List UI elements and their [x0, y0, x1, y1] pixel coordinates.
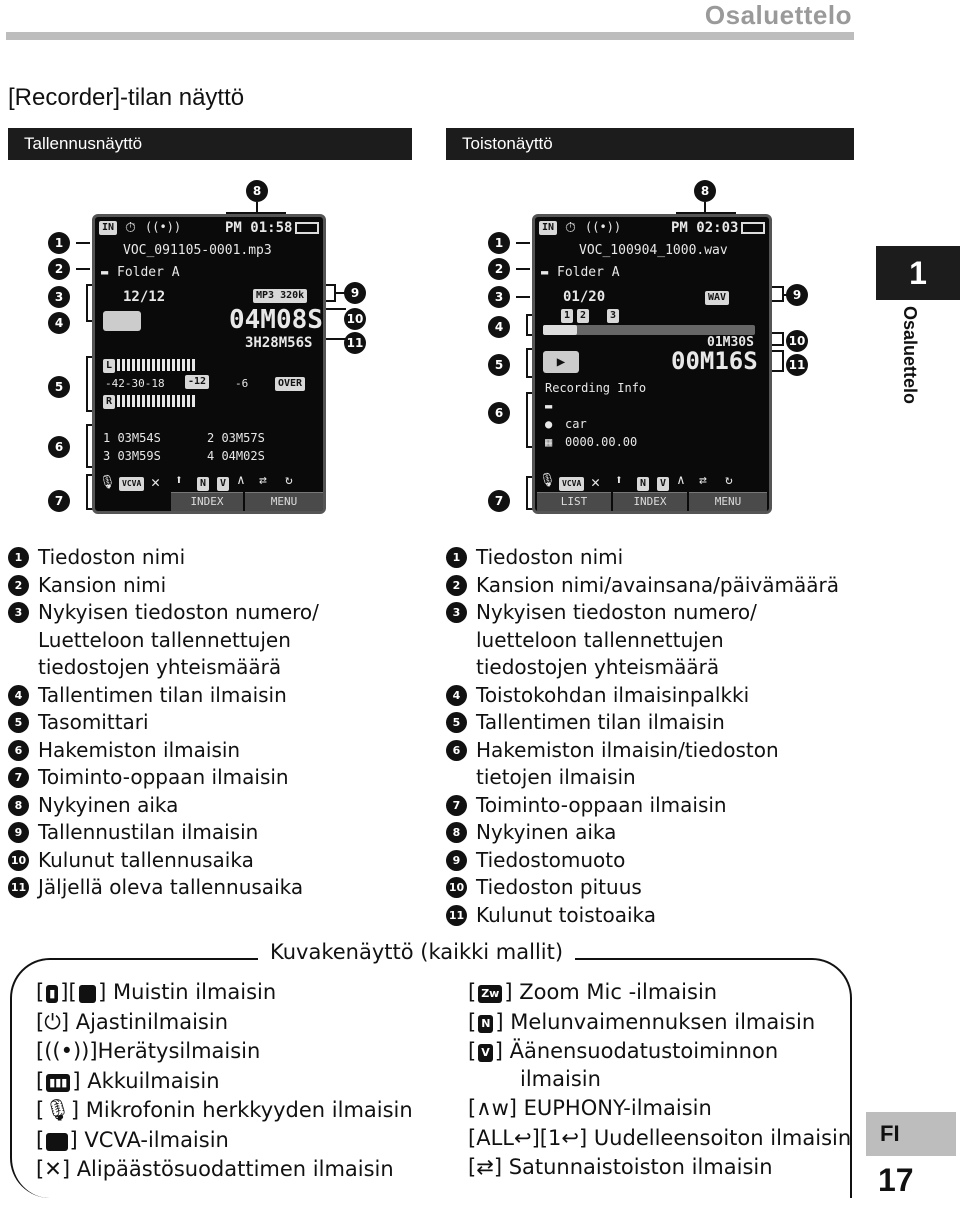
legend-number: 8	[8, 795, 29, 816]
legend-text: Tasomittari	[38, 710, 149, 734]
record-format: MP3 320k	[253, 289, 307, 303]
keyword-value: car	[565, 417, 587, 431]
icon-legend-alarm: [((•))]Herätysilmaisin	[36, 1039, 261, 1063]
meter-segment	[157, 395, 160, 407]
legend-item	[446, 709, 866, 737]
icon-legend-text: Ajastinilmaisin	[75, 1010, 229, 1034]
icon-legend-text: VCVA-ilmaisin	[84, 1128, 229, 1152]
softkey-menu[interactable]: MENU	[245, 492, 323, 511]
legend-number: 7	[446, 795, 467, 816]
icon-legend-text: Melunvaimennuksen ilmaisin	[510, 1010, 816, 1034]
noise-cancel-icon: N	[637, 477, 649, 491]
legend-item	[8, 819, 428, 847]
leader	[326, 338, 346, 340]
meter-segment	[157, 359, 160, 371]
callout-3: 3	[488, 286, 510, 308]
legend-item	[446, 874, 866, 902]
callout-5: 5	[48, 376, 70, 398]
callout-1: 1	[488, 232, 510, 254]
icon-legend-zoom: [ Zw ] Zoom Mic -ilmaisin	[468, 980, 718, 1004]
legend-text-continued: Luetteloon tallennettujen	[38, 627, 291, 652]
meter-segment	[182, 359, 185, 371]
legend-text: Tiedoston pituus	[476, 875, 642, 899]
legend-number: 6	[446, 740, 467, 761]
callout-7: 7	[48, 490, 70, 512]
repeat-one-icon: 1↩	[547, 1126, 579, 1150]
meter-segment	[167, 395, 170, 407]
meter-segment	[177, 395, 180, 407]
callout-5: 5	[488, 354, 510, 376]
zoom-mic-icon: Zw	[478, 985, 502, 1003]
mic-input-icon: IN	[539, 221, 557, 235]
icon-legend-noise: [ N ] Melunvaimennuksen ilmaisin	[468, 1010, 816, 1034]
icon-legend-random: [⇄] Satunnaistoiston ilmaisin	[468, 1155, 773, 1179]
meter-segment	[137, 395, 140, 407]
legend-item	[446, 544, 866, 572]
callout-2: 2	[488, 258, 510, 280]
meter-segment	[182, 395, 185, 407]
zoom-mic-icon: ⬆	[175, 473, 183, 488]
legend-number: 2	[446, 575, 467, 596]
low-cut-filter-icon: ✕	[591, 473, 601, 491]
callout-9: 9	[786, 284, 808, 306]
meter-minus6: -6	[235, 377, 249, 390]
callout-8-playback: 8	[694, 180, 716, 202]
callout-10: 10	[344, 308, 366, 330]
callout-11: 11	[786, 354, 808, 376]
repeat-icon: ↻	[285, 473, 293, 488]
current-time: PM 02:03	[671, 220, 739, 236]
folder-icon: ▬	[545, 399, 553, 413]
random-play-icon: ⇄	[699, 473, 707, 488]
recording-legend	[8, 544, 428, 902]
legend-number: 11	[8, 877, 29, 898]
date-icon: ▦	[545, 435, 553, 449]
legend-text: Nykyisen tiedoston numero/	[38, 600, 319, 624]
voice-filter-icon: V	[478, 1044, 493, 1062]
legend-number: 11	[446, 905, 467, 926]
meter-right-label: R	[103, 395, 115, 409]
callout-6: 6	[48, 436, 70, 458]
leader	[516, 268, 530, 270]
vcva-icon: VCVA	[119, 477, 144, 491]
softkey-index[interactable]: INDEX	[613, 492, 687, 511]
legend-item	[8, 572, 428, 600]
elapsed-play-time: 00M16S	[671, 347, 758, 375]
recording-screen-bar: Tallennusnäyttö	[8, 128, 412, 160]
callout-10: 10	[786, 330, 808, 352]
playback-legend	[446, 544, 866, 929]
legend-item	[446, 572, 866, 600]
meter-segment	[192, 359, 195, 371]
meter-segment	[177, 359, 180, 371]
legend-item	[8, 682, 428, 710]
remaining-time: 3H28M56S	[245, 335, 313, 351]
legend-number: 7	[8, 767, 29, 788]
callout-7: 7	[488, 490, 510, 512]
meter-segment	[187, 395, 190, 407]
leader	[326, 308, 346, 310]
mic-sensitivity-icon: 🎙	[99, 475, 116, 490]
callout-6: 6	[488, 402, 510, 424]
timer-icon: ⏻	[44, 1010, 61, 1034]
page-number: 17	[878, 1162, 914, 1198]
legend-number: 1	[446, 547, 467, 568]
leader-bracket	[772, 350, 784, 372]
meter-mid-label: -12	[185, 375, 209, 389]
legend-text: Nykyisen tiedoston numero/	[476, 600, 757, 624]
icon-legend-voice-filter-cont: ilmaisin	[520, 1067, 601, 1091]
file-counter: 12/12	[123, 289, 166, 305]
leader	[516, 242, 530, 244]
alarm-icon: ((•))	[44, 1039, 90, 1063]
callout-4: 4	[488, 316, 510, 338]
legend-item	[446, 682, 866, 710]
language-badge: FI	[866, 1112, 956, 1156]
meter-left-label: L	[103, 359, 115, 373]
icon-legend-text: Herätysilmaisin	[97, 1039, 261, 1063]
file-name: VOC_091105-0001.mp3	[123, 243, 272, 258]
legend-item	[8, 764, 428, 792]
legend-text: Toiminto-oppaan ilmaisin	[476, 792, 727, 817]
battery-icon	[295, 222, 319, 234]
leader	[76, 242, 90, 244]
meter-scale: -42-30-18	[105, 377, 165, 390]
legend-item	[8, 874, 428, 902]
legend-text: Kansion nimi	[38, 572, 167, 597]
vcva-icon: VCVA	[559, 477, 584, 491]
icon-legend-text: EUPHONY-ilmaisin	[523, 1096, 712, 1120]
memory-card-icon	[79, 985, 97, 1003]
battery-icon	[741, 222, 765, 234]
index-mark-1: 1	[561, 309, 573, 323]
callout-3: 3	[48, 286, 70, 308]
icon-legend-text: Mikrofonin herkkyyden ilmaisin	[85, 1098, 413, 1122]
meter-segment	[127, 359, 130, 371]
timer-icon: ⏱	[125, 220, 136, 236]
meter-segment	[117, 395, 120, 407]
legend-text: Jäljellä oleva tallennusaika	[38, 875, 304, 899]
legend-item	[8, 599, 428, 682]
icon-legend-memory: [ ▮ ][ ] Muistin ilmaisin	[36, 980, 277, 1004]
over-label: OVER	[275, 377, 305, 391]
chapter-label: Osaluettelo	[900, 306, 920, 405]
legend-text-continued: tiedostojen yhteismäärä	[476, 655, 720, 679]
battery-icon: ▮▮▮	[46, 1074, 70, 1092]
folder-icon: ▬	[101, 265, 109, 279]
legend-text: Kansion nimi/avainsana/päivämäärä	[476, 572, 839, 597]
repeat-icon: ↻	[725, 473, 733, 488]
legend-text: Tiedoston nimi	[476, 545, 624, 569]
legend-number: 3	[8, 602, 29, 623]
file-length: 01M30S	[707, 335, 754, 350]
legend-number: 9	[446, 850, 467, 871]
playback-screen	[532, 214, 772, 514]
index-mark: 2 03M57S	[207, 431, 265, 445]
playback-progress-fill	[543, 325, 577, 335]
index-mark: 3 03M59S	[103, 449, 161, 463]
leader	[516, 296, 530, 298]
euphony-icon: ∧	[237, 473, 245, 488]
icon-legend-mic: [🎙] Mikrofonin herkkyyden ilmaisin	[36, 1098, 413, 1122]
low-cut-filter-icon: ✕	[151, 473, 161, 491]
legend-number: 8	[446, 822, 467, 843]
legend-number: 1	[8, 547, 29, 568]
legend-item	[446, 819, 866, 847]
callout-2: 2	[48, 258, 70, 280]
file-counter: 01/20	[563, 289, 606, 305]
meter-segment	[142, 359, 145, 371]
index-mark: 1 03M54S	[103, 431, 161, 445]
zoom-mic-icon: ⬆	[615, 473, 623, 488]
mic-input-icon: IN	[99, 221, 117, 235]
icon-legend-voice-filter: [ V ] Äänensuodatustoiminnon	[468, 1039, 779, 1063]
legend-number: 4	[8, 685, 29, 706]
meter-segment	[147, 359, 150, 371]
legend-text: Toiminto-oppaan ilmaisin	[38, 765, 289, 789]
elapsed-time: 04M08S	[229, 305, 323, 335]
callout-4: 4	[48, 312, 70, 334]
legend-text: Kulunut tallennusaika	[38, 847, 254, 872]
legend-number: 4	[446, 685, 467, 706]
random-play-icon: ⇄	[259, 473, 267, 488]
icon-legend-text: Uudelleensoiton ilmaisin	[593, 1126, 852, 1150]
voice-filter-icon: V	[217, 477, 229, 491]
callout-11: 11	[344, 332, 366, 354]
meter-segment	[187, 359, 190, 371]
section-title: [Recorder]-tilan näyttö	[8, 84, 245, 111]
icon-legend-lowcut: [✕] Alipäästösuodattimen ilmaisin	[36, 1157, 394, 1181]
icon-legend-text: Alipäästösuodattimen ilmaisin	[76, 1157, 394, 1181]
legend-text: Tallennustilan ilmaisin	[38, 820, 259, 844]
legend-text-continued: tiedostojen yhteismäärä	[38, 655, 282, 679]
vcva-icon	[46, 1133, 67, 1151]
icon-legend-repeat: [ALL↩][1↩] Uudelleensoiton ilmaisin	[468, 1126, 852, 1150]
legend-item	[8, 847, 428, 875]
meter-segment	[132, 395, 135, 407]
meter-segment	[132, 359, 135, 371]
legend-text: Tallentimen tilan ilmaisin	[38, 682, 287, 707]
icon-legend-title: Kuvakenäyttö (kaikki mallit)	[258, 940, 575, 964]
legend-item	[446, 902, 866, 930]
playback-progress-bar	[543, 325, 755, 335]
euphony-icon: ∧	[677, 473, 685, 488]
meter-segment	[167, 359, 170, 371]
chapter-number: 1	[876, 246, 960, 300]
legend-item	[446, 599, 866, 682]
memory-icon: ▮	[46, 985, 58, 1003]
legend-text: Nykyinen aika	[38, 792, 179, 817]
meter-segment	[152, 395, 155, 407]
meter-segment	[162, 395, 165, 407]
legend-number: 10	[8, 850, 29, 871]
legend-item	[446, 792, 866, 820]
recorder-status-icon	[103, 311, 141, 331]
file-name: VOC_100904_1000.wav	[579, 243, 728, 258]
legend-item	[446, 737, 866, 792]
playback-screen-bar: Toistonäyttö	[446, 128, 854, 160]
file-format: WAV	[705, 291, 729, 305]
icon-legend-battery: [ ▮▮▮ ] Akkuilmaisin	[36, 1069, 220, 1093]
folder-name: Folder A	[557, 265, 620, 280]
legend-text: Nykyinen aika	[476, 820, 617, 844]
legend-text: Toistokohdan ilmaisinpalkki	[476, 682, 750, 707]
meter-segment	[142, 395, 145, 407]
header-rule	[6, 32, 854, 40]
legend-number: 5	[446, 712, 467, 733]
euphony-icon: ∧w	[476, 1096, 509, 1120]
softkey-index[interactable]: INDEX	[171, 492, 243, 511]
folder-name: Folder A	[117, 265, 180, 280]
icon-legend-euphony: [∧w] EUPHONY-ilmaisin	[468, 1096, 712, 1120]
legend-text: Tiedostomuoto	[476, 847, 626, 872]
random-play-icon: ⇄	[476, 1155, 494, 1179]
callout-9: 9	[344, 282, 366, 304]
legend-text: Tiedoston nimi	[38, 545, 186, 569]
recording-info-label: Recording Info	[545, 381, 647, 395]
meter-segment	[117, 359, 120, 371]
current-time: PM 01:58	[225, 220, 293, 236]
legend-text: Kulunut toistoaika	[476, 902, 657, 927]
icon-legend-text: Äänensuodatustoiminnon	[509, 1039, 779, 1063]
index-mark: 4 04M02S	[207, 449, 265, 463]
date-value: 0000.00.00	[565, 435, 638, 449]
meter-segment	[147, 395, 150, 407]
icon-legend-text: Zoom Mic -ilmaisin	[519, 980, 718, 1004]
icon-legend-text: Muistin ilmaisin	[113, 980, 277, 1004]
mic-sensitivity-icon: 🎙	[539, 473, 556, 488]
legend-text-continued: luetteloon tallennettujen	[476, 627, 724, 652]
index-mark-3: 3	[607, 309, 619, 323]
voice-filter-icon: V	[657, 477, 669, 491]
noise-cancel-icon: N	[197, 477, 209, 491]
legend-number: 2	[8, 575, 29, 596]
icon-legend-text: Akkuilmaisin	[87, 1069, 220, 1093]
legend-number: 6	[8, 740, 29, 761]
mic-sensitivity-icon: 🎙	[44, 1098, 71, 1122]
page-header-title: Osaluettelo	[704, 0, 852, 30]
timer-icon: ⏱	[565, 220, 576, 236]
legend-item	[446, 847, 866, 875]
legend-item	[8, 709, 428, 737]
noise-cancel-icon: N	[478, 1015, 493, 1033]
meter-segment	[122, 395, 125, 407]
legend-text: Hakemiston ilmaisin/tiedoston	[476, 737, 779, 762]
index-mark-2: 2	[577, 309, 589, 323]
meter-segment	[127, 395, 130, 407]
meter-segment	[152, 359, 155, 371]
icon-legend-vcva: [ ] VCVA-ilmaisin	[36, 1128, 229, 1152]
alarm-icon: ((•))	[585, 220, 622, 234]
icon-legend-text: Satunnaistoiston ilmaisin	[508, 1155, 773, 1179]
legend-number: 3	[446, 602, 467, 623]
keyword-icon: ●	[545, 417, 553, 431]
folder-icon: ▬	[541, 265, 549, 279]
callout-1: 1	[48, 232, 70, 254]
recording-screen	[92, 214, 326, 514]
legend-item	[8, 792, 428, 820]
softkey-list[interactable]: LIST	[537, 492, 611, 511]
leader	[76, 268, 90, 270]
legend-item	[8, 737, 428, 765]
meter-segment	[162, 359, 165, 371]
leader-bracket	[772, 332, 784, 346]
meter-segment	[172, 395, 175, 407]
icon-legend-timer: [⏻] Ajastinilmaisin	[36, 1010, 229, 1034]
legend-number: 9	[8, 822, 29, 843]
low-cut-filter-icon: ✕	[44, 1157, 62, 1181]
legend-text: Hakemiston ilmaisin	[38, 737, 241, 762]
legend-text-continued: tietojen ilmaisin	[476, 765, 636, 789]
legend-text: Tallentimen tilan ilmaisin	[476, 710, 725, 734]
meter-segment	[192, 395, 195, 407]
meter-segment	[172, 359, 175, 371]
meter-segment	[122, 359, 125, 371]
meter-segment	[137, 359, 140, 371]
softkey-menu[interactable]: MENU	[689, 492, 767, 511]
legend-item	[8, 544, 428, 572]
alarm-icon: ((•))	[145, 220, 182, 234]
legend-number: 10	[446, 877, 467, 898]
play-status-icon: ▶	[543, 351, 579, 373]
repeat-all-icon: ALL↩	[476, 1126, 532, 1150]
callout-8-recording: 8	[246, 180, 268, 202]
legend-number: 5	[8, 712, 29, 733]
